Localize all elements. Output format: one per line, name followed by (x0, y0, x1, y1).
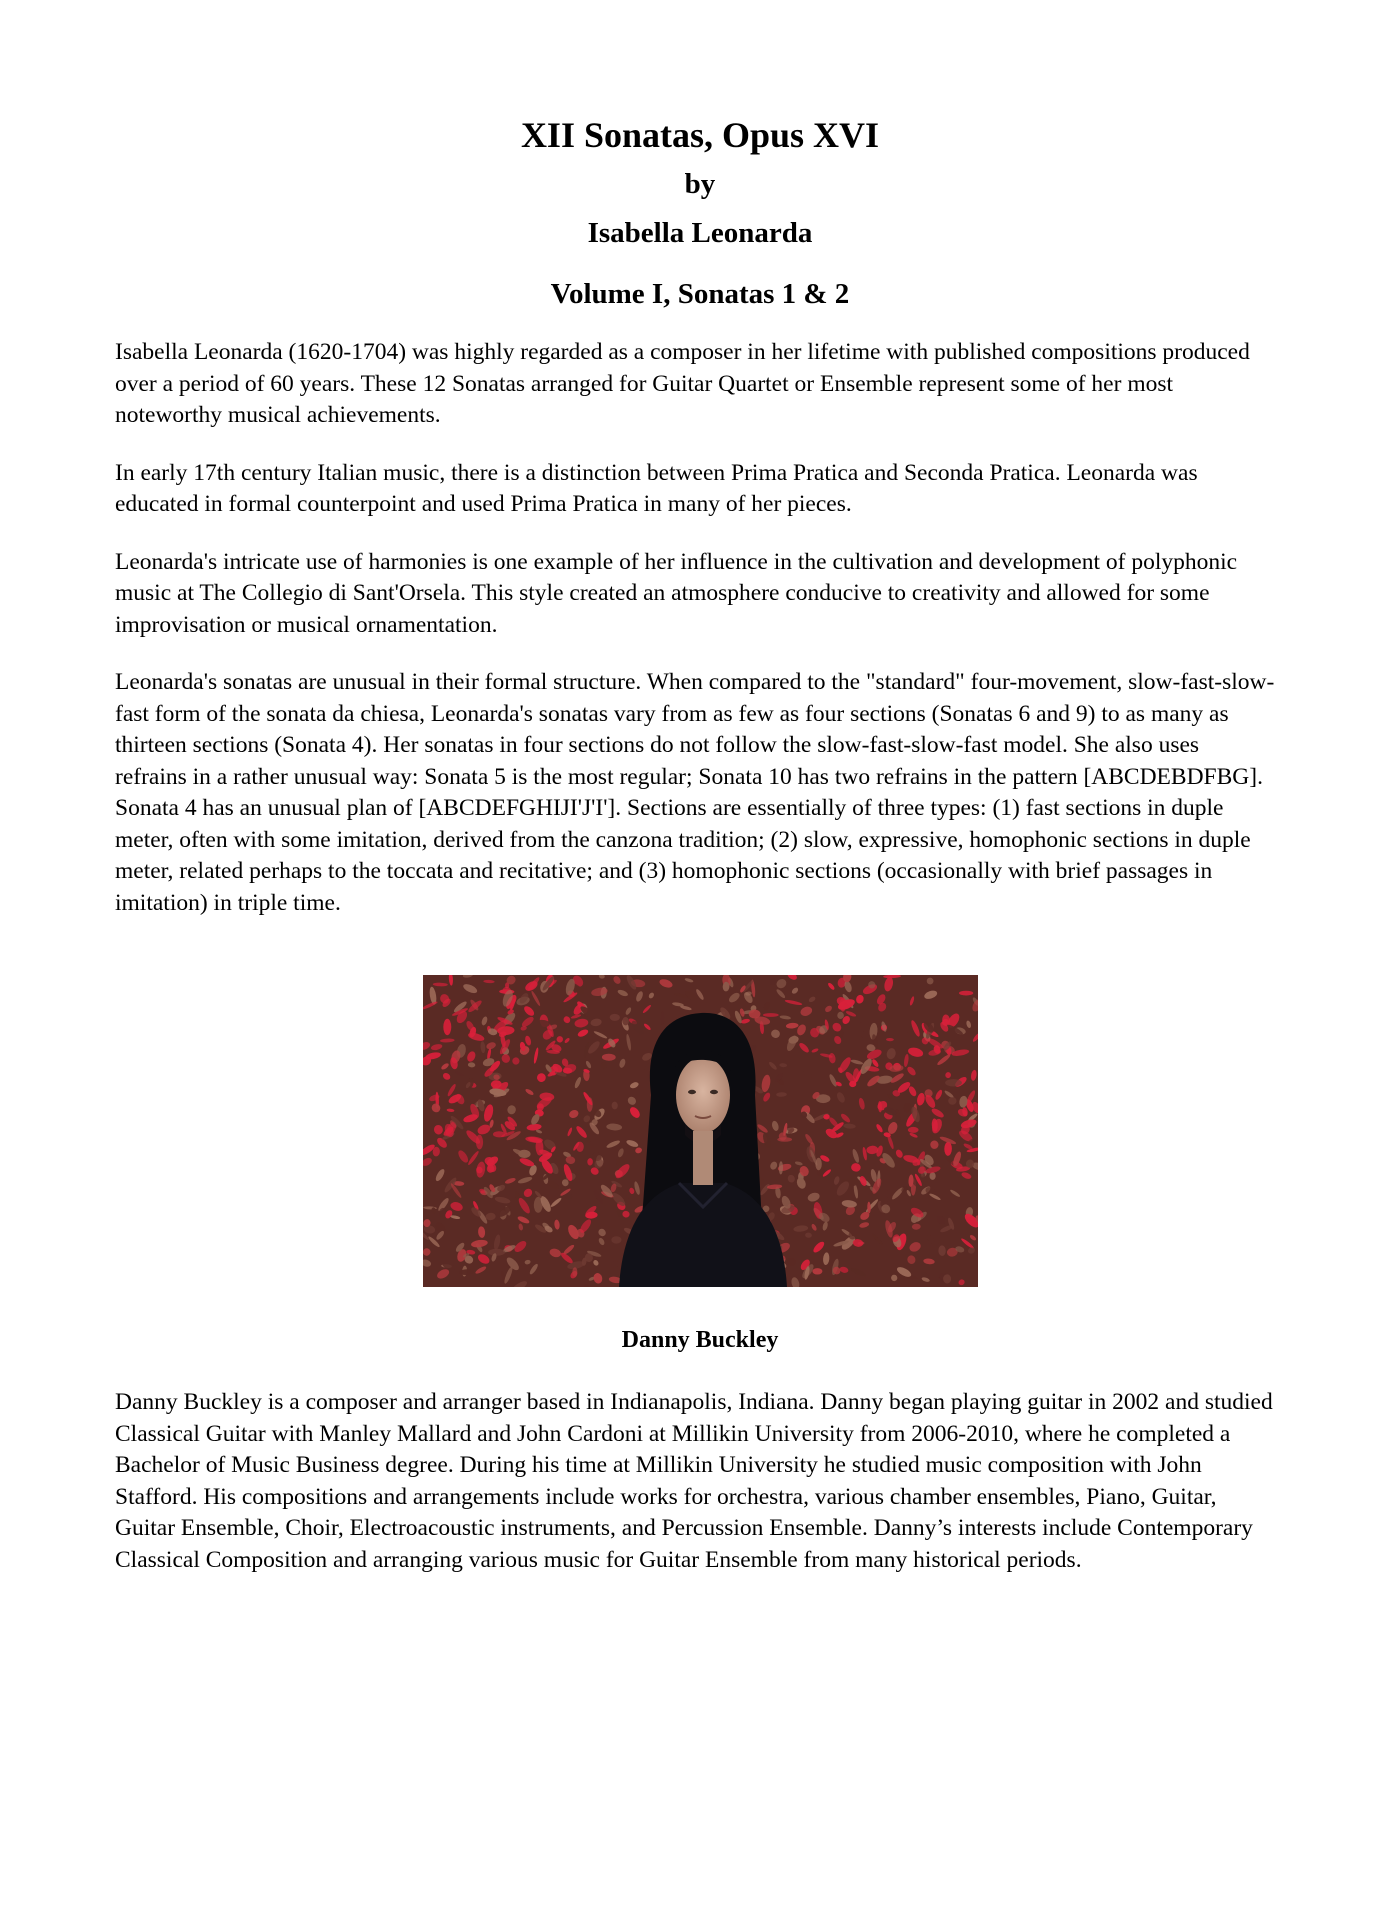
byline-by: by (684, 168, 716, 200)
arranger-bio (115, 1387, 1275, 1576)
bio-text: Danny Buckley is a composer and arranger based in Indianapolis, Indiana. Danny began playing guitar in 2002 and studied Classical Guitar with Manley Mallard and John Cardoni at Millikin University from 2006-2010, where he completed a Bachelor of Music Business degree. During his time at Millikin University he studied music composition with John Stafford. His compositions and arrangements include works for orchestra, various chamber ensembles, Piano, Guitar, Guitar Ensemble, Choir, Electroacoustic instruments, and Percussion Ensemble. Danny’s interests include Contemporary Classical Composition and arranging various music for Guitar Ensemble from many historical periods. (115, 1389, 1273, 1573)
leaf (488, 1249, 505, 1256)
left-eye (688, 1090, 696, 1094)
leaf (443, 1019, 451, 1035)
leaf (749, 1010, 761, 1019)
leaf (945, 1079, 962, 1086)
arranger-photo (423, 975, 978, 1287)
leaf (812, 1268, 822, 1274)
leaf (763, 1013, 779, 1017)
document-title: XII Sonatas, Opus XVI (520, 115, 880, 155)
right-eye (710, 1090, 718, 1094)
paragraph-text: Leonarda's sonatas are unusual in their formal structure. When compared to the "standard" four-movement, slow-fast-slow-fast form of the sonata da chiesa, Leonarda's sonatas vary from as few as four sections (Sonatas 6 and 9) to as many as thirteen sections (Sonata 4). Her sonatas in four sections do not follow the slow-fast-slow-fast model. She also uses refrains in a rather unusual way: Sonata 5 is the most regular; Sonata 10 has two refrains in the pattern [ABCDEBDFBG]. Sonata 4 has an unusual plan of [ABCDEFGHIJI'J'I']. Sections are essentially of three types: (1) fast sections in duple meter, often with some imitation, derived from the canzona tradition; (2) slow, expressive, homophonic sections in duple meter, related perhaps to the toccata and recitative; and (3) homophonic sections (occasionally with brief passages in imitation) in triple time. (115, 669, 1275, 916)
intro-paragraph (115, 337, 1275, 432)
leaf (959, 991, 973, 996)
leaf (611, 1236, 621, 1243)
composer-name: Isabella Leonarda (587, 217, 813, 249)
document-page (0, 113, 1400, 1923)
paragraph-text: Leonarda's intricate use of harmonies is one example of her influence in the cultivation and development of polyphonic music at The Collegio di Sant'Orsela. This style created an atmosphere conducive to creativity and allowed for some improvisation or musical ornamentation. (115, 548, 1238, 638)
volume-heading: Volume I, Sonatas 1 & 2 (550, 278, 850, 310)
face-shape (676, 1057, 730, 1133)
leaf (815, 1158, 821, 1170)
pratica-paragraph (115, 458, 1275, 521)
photo-illustration (423, 975, 978, 1287)
paragraph-text: Isabella Leonarda (1620-1704) was highly regarded as a composer in her lifetime with published compositions produced over a period of 60 years. These 12 Sonatas arranged for Guitar Quartet or Ensemble represent some of her most noteworthy musical achievements. (115, 339, 1250, 428)
harmonies-paragraph (115, 547, 1275, 642)
structure-paragraph (115, 667, 1275, 919)
paragraph-text: In early 17th century Italian music, there is a distinction between Prima Pratica and Seconda Pratica. Leonarda was educated in formal counterpoint and used Prima Pratica in many of her pieces. (115, 459, 1198, 517)
neck (693, 1131, 713, 1185)
photo-caption: Danny Buckley (621, 1327, 779, 1353)
